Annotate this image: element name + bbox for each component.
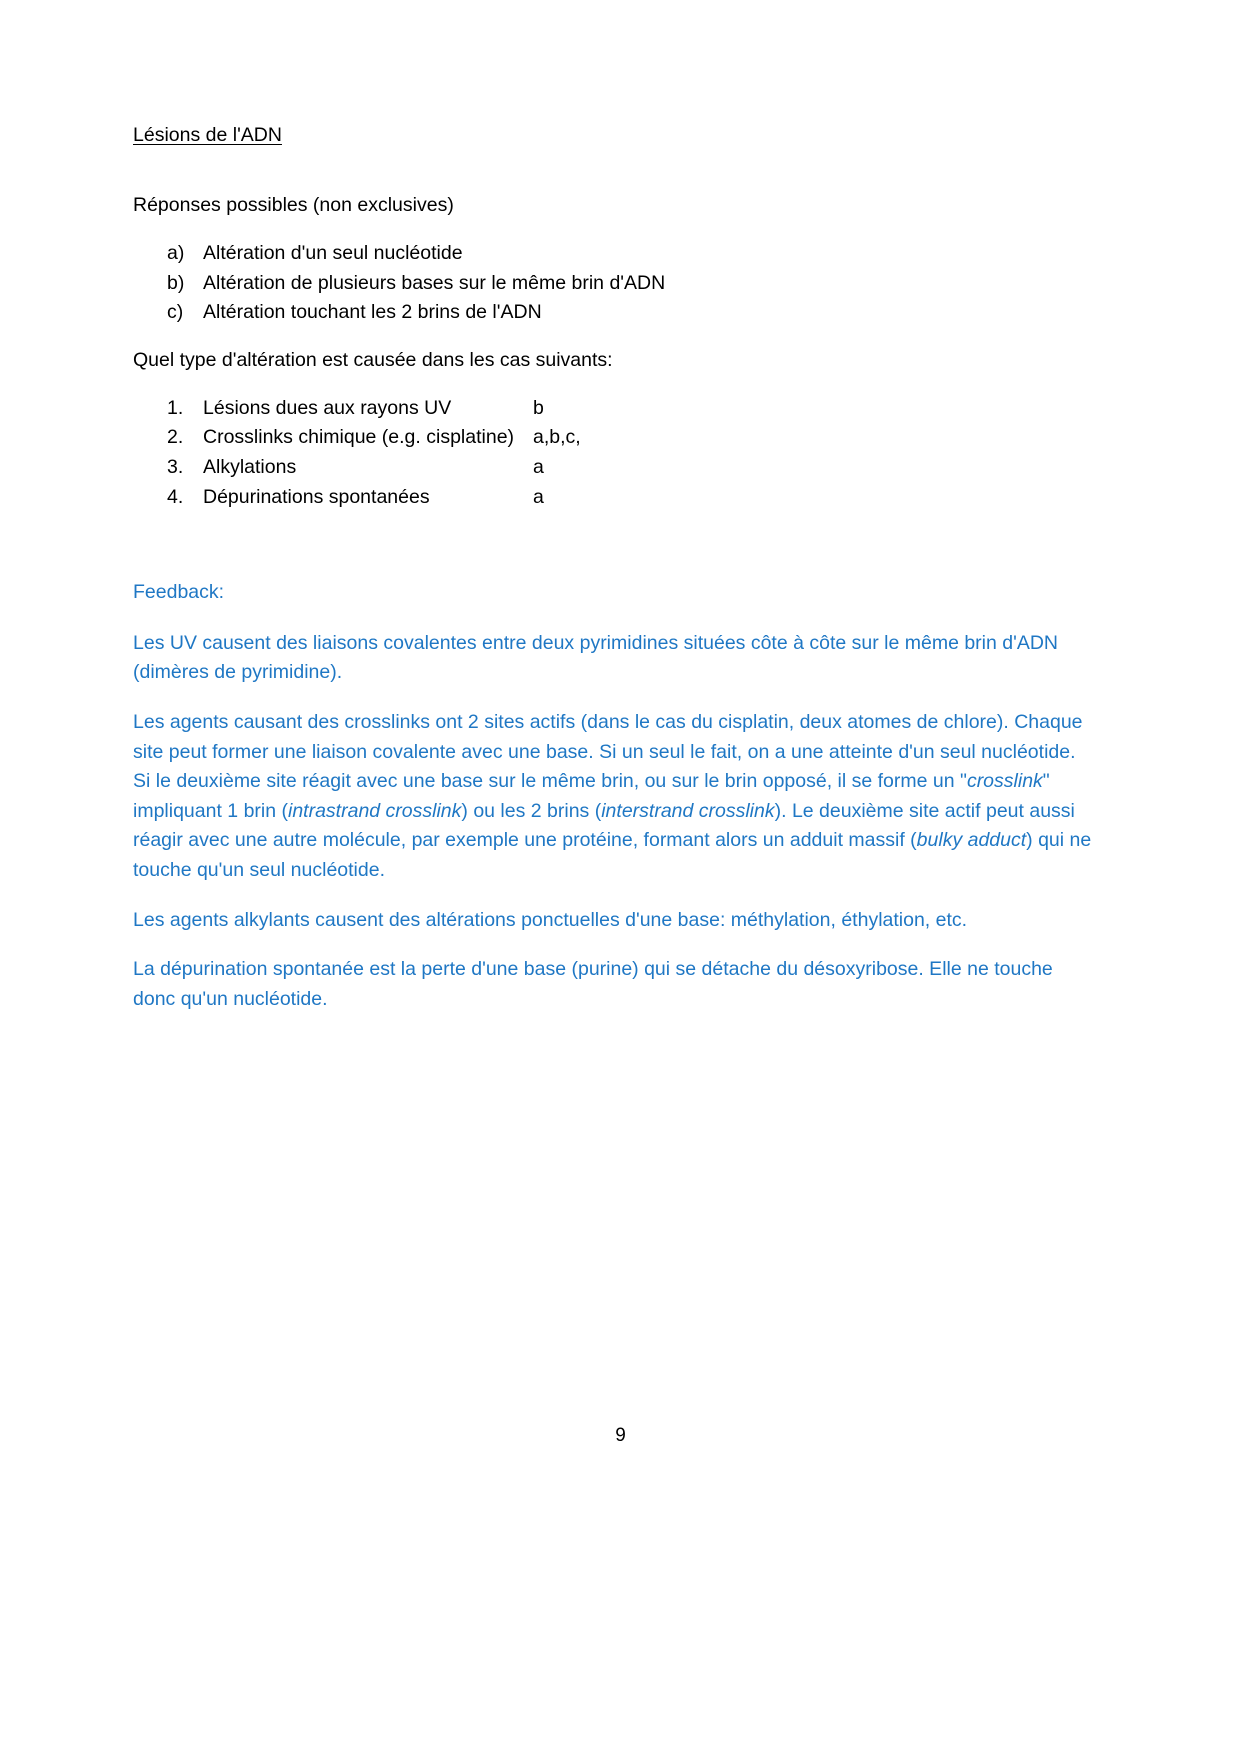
list-item-label: Altération d'un seul nucléotide bbox=[203, 241, 463, 264]
case-row-content bbox=[203, 484, 1098, 512]
case-label: Dépurinations spontanées bbox=[203, 485, 430, 508]
list-marker: 1. bbox=[167, 396, 184, 419]
answer-options-list bbox=[133, 240, 1098, 327]
list-item bbox=[133, 270, 1098, 298]
page-title: Lésions de l'ADN bbox=[133, 124, 282, 146]
case-answer: a bbox=[533, 455, 544, 478]
table-row bbox=[133, 424, 1098, 452]
crosslink-italic-4: bulky adduct bbox=[916, 829, 1027, 852]
list-marker: c) bbox=[167, 301, 184, 324]
list-marker: 3. bbox=[167, 455, 184, 478]
case-answer: a,b,c, bbox=[533, 426, 581, 449]
case-label: Lésions dues aux rayons UV bbox=[203, 396, 452, 419]
crosslink-text-part-4: ). Le deuxième site actif peut aussi réagir avec une autre molécule, par exemple une protéine, formant alors un adduit massif ( bbox=[133, 799, 1075, 852]
table-row bbox=[133, 395, 1098, 423]
table-row bbox=[133, 484, 1098, 512]
crosslink-italic-2: intrastrand crosslink bbox=[288, 799, 462, 822]
feedback-paragraph-crosslinks bbox=[133, 708, 1098, 886]
page-title-wrapper bbox=[133, 122, 1098, 170]
page-number: 9 bbox=[615, 1425, 626, 1446]
list-marker: 2. bbox=[167, 426, 184, 449]
list-item bbox=[133, 240, 1098, 268]
list-item-label: Altération touchant les 2 brins de l'ADN bbox=[203, 301, 542, 324]
intro-paragraph: Réponses possibles (non exclusives) bbox=[133, 194, 454, 217]
crosslink-text-part-2: " impliquant 1 brin ( bbox=[133, 770, 1050, 822]
cases-list bbox=[133, 395, 1098, 512]
crosslink-italic-1: crosslink bbox=[966, 770, 1043, 793]
feedback-paragraph-alkylation: Les agents alkylants causent des altérations ponctuelles d'une base: méthylation, éthylation, etc. bbox=[133, 908, 968, 931]
feedback-label: Feedback: bbox=[133, 581, 225, 604]
case-label: Alkylations bbox=[203, 455, 297, 478]
crosslink-text-part-1: Les agents causant des crosslinks ont 2 sites actifs (dans le cas du cisplatin, deux atomes de chlore). Chaque site peut former une liaison covalente avec une base. Si un seul le fait, on a une atteinte d'un seul nucléotide. Si le deuxième site réagit avec une base sur le même brin, ou sur le brin opposé, il se forme un " bbox=[133, 710, 1083, 793]
list-marker: 4. bbox=[167, 485, 184, 508]
case-answer: b bbox=[533, 396, 544, 419]
crosslink-italic-3: interstrand crosslink bbox=[601, 799, 775, 822]
feedback-paragraph-depurination: La dépurination spontanée est la perte d'une base (purine) qui se détache du désoxyribose. Elle ne touche donc qu'un nucléotide. bbox=[133, 958, 1053, 1010]
question-paragraph: Quel type d'altération est causée dans les cas suivants: bbox=[133, 348, 613, 371]
document-body bbox=[133, 122, 1098, 1035]
table-row bbox=[133, 454, 1098, 482]
case-row-content bbox=[203, 424, 1098, 452]
list-item-label: Altération de plusieurs bases sur le même brin d'ADN bbox=[203, 271, 666, 294]
list-marker: b) bbox=[167, 271, 185, 294]
case-label: Crosslinks chimique (e.g. cisplatine) bbox=[203, 426, 515, 449]
list-marker: a) bbox=[167, 241, 185, 264]
list-item bbox=[133, 299, 1098, 327]
case-answer: a bbox=[533, 485, 544, 508]
crosslink-text-part-3: ) ou les 2 brins ( bbox=[461, 799, 602, 822]
case-row-content bbox=[203, 395, 1098, 423]
crosslink-text-part-5: ) qui ne touche qu'un seul nucléotide. bbox=[133, 829, 1092, 882]
feedback-paragraph-uv: Les UV causent des liaisons covalentes entre deux pyrimidines situées côte à côte sur le même brin d'ADN (dimères de pyrimidine). bbox=[133, 631, 1059, 684]
section-spacer bbox=[133, 531, 1098, 579]
case-row-content bbox=[203, 454, 1098, 482]
